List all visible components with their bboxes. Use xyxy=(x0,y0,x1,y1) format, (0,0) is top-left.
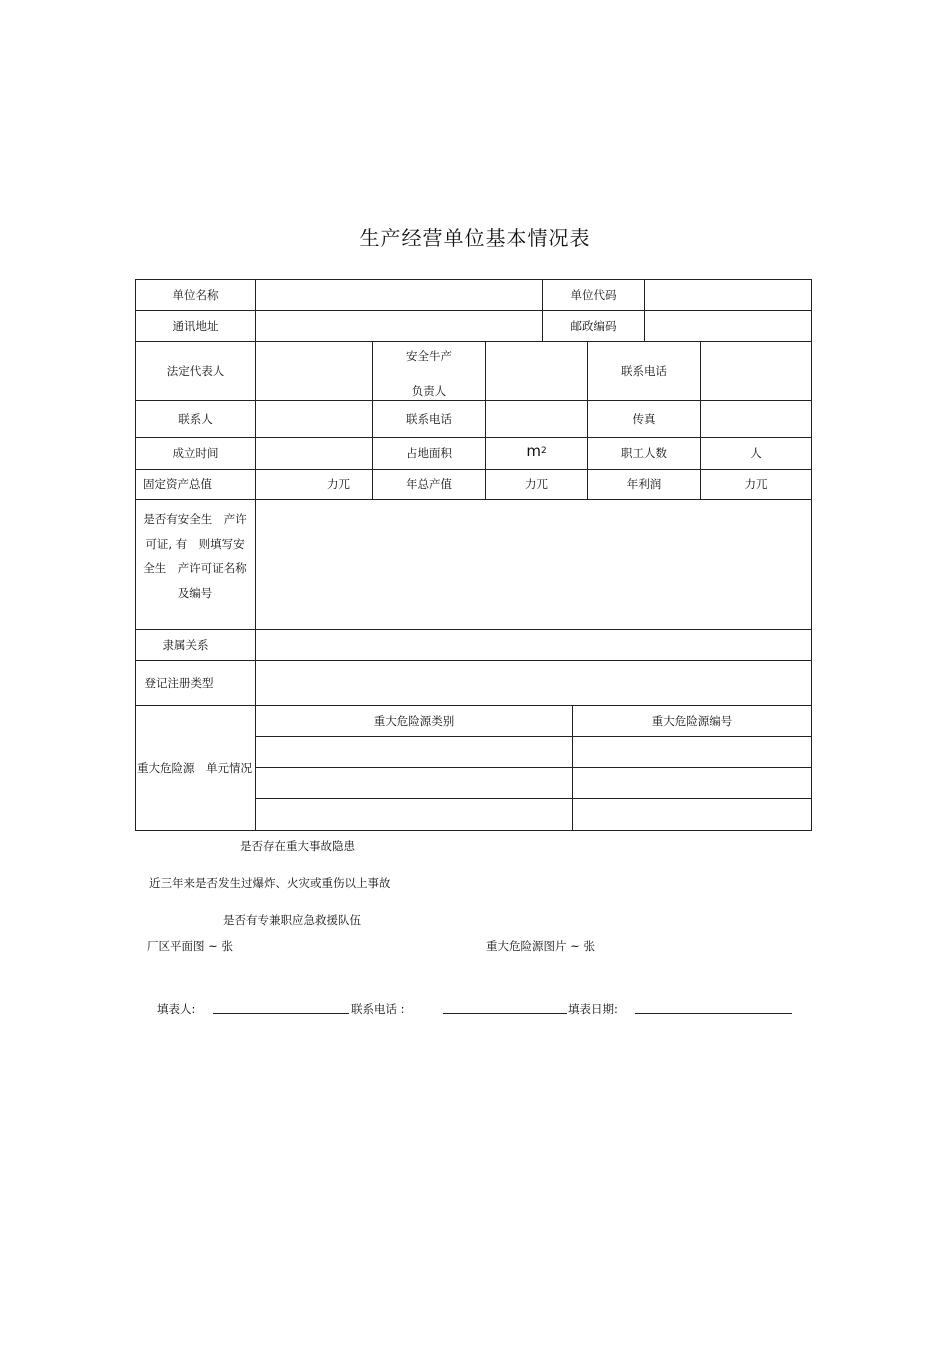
field-contact-person[interactable] xyxy=(256,401,372,437)
field-contact-phone-2[interactable] xyxy=(486,401,587,437)
label-contact-person: 联系人 xyxy=(178,411,213,426)
label-established: 成立时间 xyxy=(172,446,219,461)
label-unit-name: 单位名称 xyxy=(172,287,219,302)
field-legal-rep[interactable] xyxy=(256,342,372,400)
field-established[interactable] xyxy=(256,438,372,469)
permit-line-2: 可证, 有 则填写安 xyxy=(145,536,245,551)
plant-plan-count: 厂区平面图 ~ 张 xyxy=(147,939,233,953)
area-unit-m: m xyxy=(526,441,541,460)
field-fill-date[interactable] xyxy=(635,1013,792,1014)
hazard-number-cell[interactable] xyxy=(573,737,811,767)
field-fax[interactable] xyxy=(701,401,811,437)
field-filler-phone[interactable] xyxy=(443,1013,567,1014)
fixed-assets-currency[interactable]: 力兀 xyxy=(327,477,350,492)
label-annual-output: 年总产值 xyxy=(406,477,452,492)
label-affiliation: 隶属关系 xyxy=(162,637,209,652)
field-contact-phone[interactable] xyxy=(701,342,811,400)
hazard-category-cell[interactable] xyxy=(256,768,572,798)
question-hidden-danger: 是否存在重大事故隐患 xyxy=(240,839,355,853)
field-unit-code[interactable] xyxy=(645,280,811,310)
label-unit-code: 单位代码 xyxy=(570,287,617,302)
header-hazard-number: 重大危险源编号 xyxy=(651,713,733,728)
question-accident-history: 近三年来是否发生过爆炸、火灾或重伤以上事故 xyxy=(149,876,391,890)
label-safety-manager-line2: 负责人 xyxy=(411,383,447,398)
label-staff: 职工人数 xyxy=(621,446,667,461)
label-filler: 填表人: xyxy=(157,1002,196,1016)
hazard-number-cell[interactable] xyxy=(573,799,811,830)
label-legal-rep: 法定代表人 xyxy=(166,363,225,378)
area-unit[interactable] xyxy=(486,436,587,467)
label-address: 通讯地址 xyxy=(172,318,219,333)
permit-line-3: 全生 产许可证名称 xyxy=(143,561,247,575)
field-safety-manager[interactable] xyxy=(486,342,587,400)
field-registration-type[interactable] xyxy=(256,661,811,705)
label-fixed-assets: 固定资产总值 xyxy=(143,477,212,492)
label-safety-permit xyxy=(137,507,253,605)
staff-unit[interactable]: 人 xyxy=(750,446,762,461)
label-contact-phone-2: 联系电话 xyxy=(406,411,452,426)
area-unit-superscript: 2 xyxy=(540,445,547,456)
label-postcode: 邮政编码 xyxy=(570,318,617,333)
field-affiliation[interactable] xyxy=(256,630,811,660)
permit-line-4: 及编号 xyxy=(177,585,213,600)
label-contact-phone: 联系电话 xyxy=(621,363,667,378)
label-registration-type: 登记注册类型 xyxy=(144,675,214,690)
field-safety-permit[interactable] xyxy=(256,500,811,629)
field-address[interactable] xyxy=(256,311,542,341)
field-unit-name[interactable] xyxy=(256,280,542,310)
label-filler-phone: 联系电话 : xyxy=(351,1002,405,1016)
hazard-number-cell[interactable] xyxy=(573,768,811,798)
label-annual-profit: 年利润 xyxy=(626,477,662,492)
label-area: 占地面积 xyxy=(406,446,452,461)
annual-output-currency[interactable]: 力兀 xyxy=(525,477,548,492)
question-rescue-team: 是否有专兼职应急救援队伍 xyxy=(223,913,361,927)
permit-line-1: 是否有安全生 产许 xyxy=(143,512,247,526)
annual-profit-currency[interactable]: 力兀 xyxy=(744,477,768,492)
hazard-category-cell[interactable] xyxy=(256,737,572,767)
label-fax: 传真 xyxy=(632,411,656,426)
field-postcode[interactable] xyxy=(645,311,811,341)
label-hazard-section: 重大危险源 单元情况 xyxy=(137,760,252,775)
form-title: 生产经营单位基本情况表 xyxy=(359,226,591,250)
hazard-photo-count: 重大危险源图片 ~ 张 xyxy=(486,939,595,953)
header-hazard-category: 重大危险源类别 xyxy=(373,713,455,728)
hazard-category-cell[interactable] xyxy=(256,799,572,830)
field-filler[interactable] xyxy=(213,1013,349,1014)
label-fill-date: 填表日期: xyxy=(568,1002,618,1016)
label-safety-manager-line1: 安全牛产 xyxy=(406,348,452,363)
